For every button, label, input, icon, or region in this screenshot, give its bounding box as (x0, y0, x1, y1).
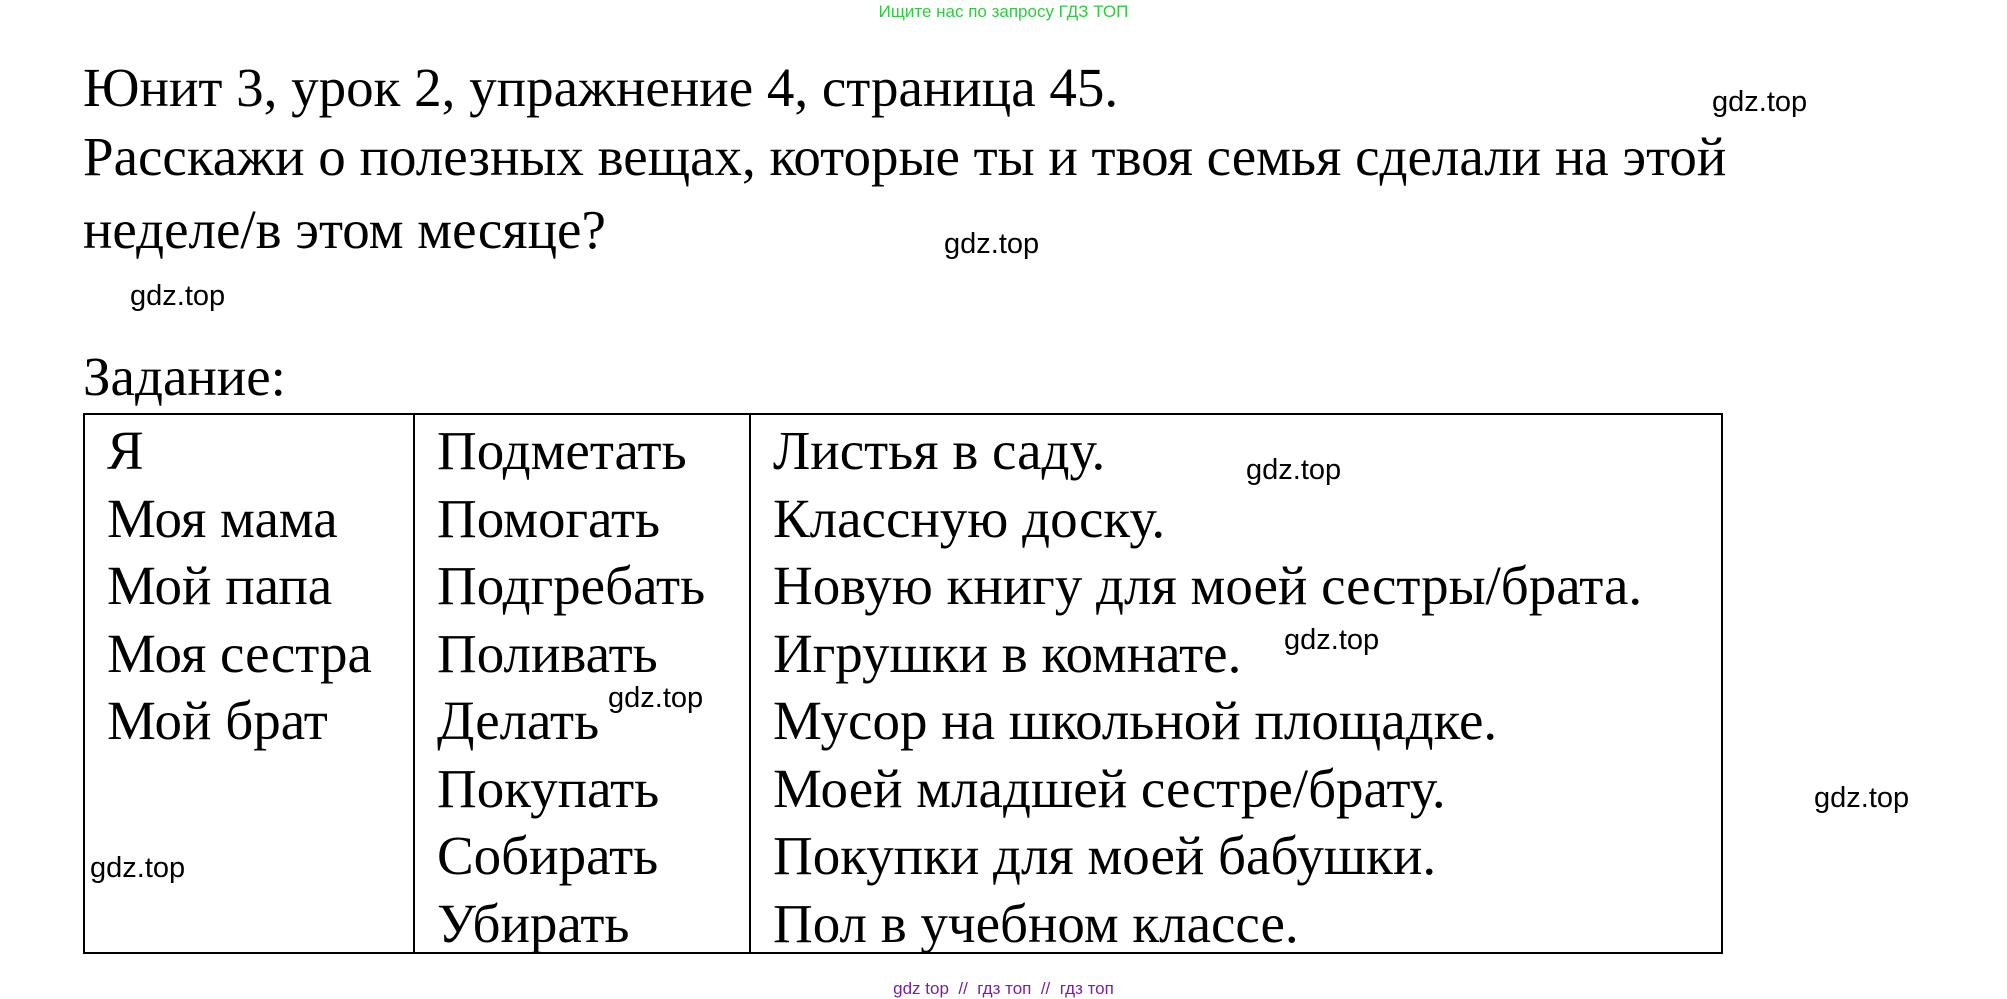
verb-cell: Убирать (437, 892, 630, 954)
footer-links[interactable]: gdz top // гдз топ // гдз топ (893, 979, 1114, 998)
object-cell: Новую книгу для моей сестры/брата. (773, 555, 1643, 616)
column-divider (413, 415, 415, 952)
verb-cell: Покупать (437, 757, 660, 819)
exercise-title: Юнит 3, урок 2, упражнение 4, страница 45. (83, 57, 1119, 118)
watermark: gdz.top (1814, 782, 1910, 814)
watermark: gdz.top (1712, 86, 1808, 118)
verb-cell: Подгребать (437, 555, 706, 616)
objects-column (773, 417, 1642, 957)
column-divider (749, 415, 751, 952)
watermark: gdz.top (1246, 454, 1342, 486)
watermark: gdz.top (130, 280, 226, 312)
subjects-column (107, 417, 372, 755)
object-cell: Игрушки в комнате. (773, 622, 1242, 684)
object-cell: Классную доску. (773, 487, 1166, 549)
watermark: gdz.top (90, 852, 186, 884)
object-cell: Покупки для моей бабушки. (773, 825, 1437, 886)
task-table (83, 413, 1723, 954)
exercise-question-line-2: неделе/в этом месяце? (83, 199, 606, 260)
subject-cell: Моя мама (107, 487, 338, 549)
verb-cell: Подметать (437, 420, 687, 481)
watermark: gdz.top (944, 228, 1040, 260)
verb-cell: Собирать (437, 825, 659, 886)
object-cell: Пол в учебном классе. (773, 892, 1299, 954)
exercise-question-line-1: Расскажи о полезных вещах, которые ты и твоя семья сделали на этой (83, 126, 1727, 187)
verb-cell: Поливать (437, 622, 658, 684)
verb-cell: Делать (437, 690, 600, 751)
watermark: gdz.top (1284, 624, 1380, 656)
object-cell: Мусор на школьной площадке. (773, 690, 1498, 751)
verb-cell: Помогать (437, 487, 661, 549)
top-banner[interactable]: Ищите нас по запросу ГДЗ ТОП (878, 2, 1129, 21)
subject-cell: Мой папа (107, 555, 333, 616)
task-label: Задание: (83, 346, 286, 407)
object-cell: Листья в саду. (773, 420, 1106, 481)
subject-cell: Мой брат (107, 690, 328, 751)
subject-cell: Я (107, 420, 144, 481)
watermark: gdz.top (608, 682, 704, 714)
object-cell: Моей младшей сестре/брату. (773, 757, 1446, 819)
subject-cell: Моя сестра (107, 622, 372, 684)
